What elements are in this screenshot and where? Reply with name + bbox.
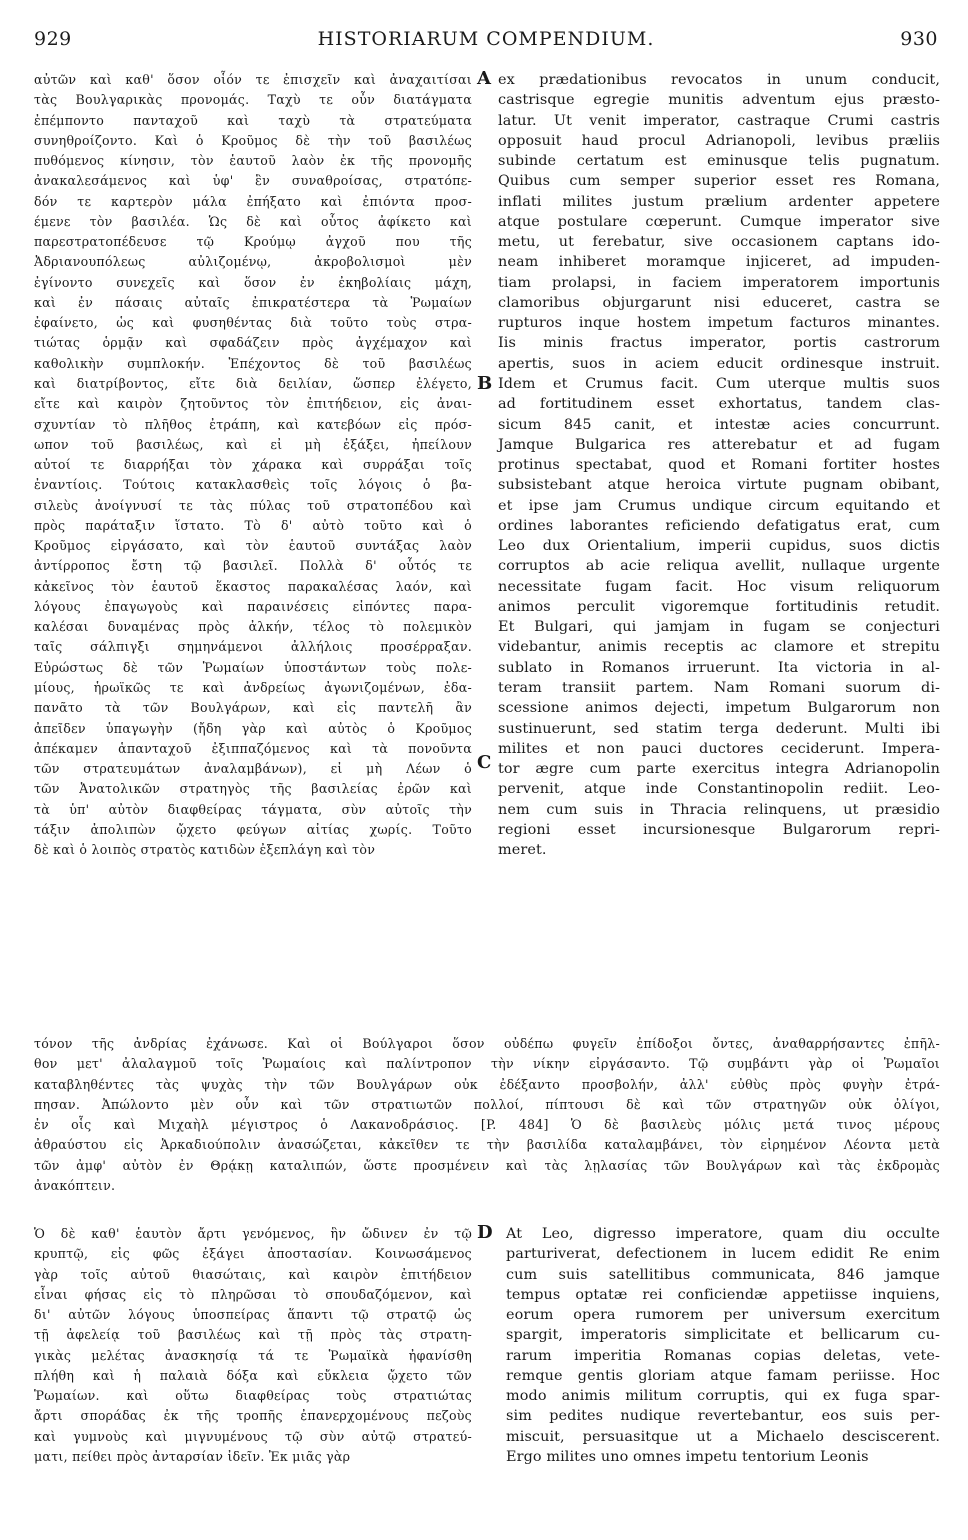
greek-full-width-paragraph	[34, 1034, 940, 1196]
greek-text-line: ἀντίρροπος ἔστη τῷ βασιλεῖ. Πολλὰ δ' οὗτός τε	[34, 558, 472, 574]
margin-marker-c: C	[477, 752, 492, 773]
latin-text-line: rarum imperitia Romanas copias deletas, vete-	[506, 1347, 940, 1364]
running-header	[34, 28, 938, 58]
latin-text-line: remque gentis gloriam atque famam periisse. Hoc	[506, 1367, 940, 1384]
latin-text-line: sublato in Romanos irruerunt. Ita victoria in al-	[498, 659, 940, 676]
greek-text-line: καλέσαι δυναμένας πρὸς ἀλκήν, τέλος τὸ πολεμικὸν	[34, 619, 472, 635]
greek-text-line: καθολικὴν συμπλοκήν. Ἐπέχοντος δὲ τοῦ βασιλέως	[34, 355, 472, 371]
margin-marker-d: D	[477, 1222, 493, 1243]
greek-text-line: ἐγίνοντο συνεχεῖς καὶ ὅσον ἐν ἐκηβολίαις μάχη,	[34, 274, 472, 290]
latin-text-line: metu, ut ferebatur, sive occasionem captans ido-	[498, 234, 940, 251]
greek-text-line: μίους, ἡρωϊκῶς τε καὶ ἀνδρείως ἀγωνιζομένων, ἐδα-	[34, 679, 472, 695]
greek-text-line: γικὰς μελέτας ἀνασκησίᾳ τά τε Ῥωμαϊκὰ ἠφανίσθη	[34, 1347, 472, 1363]
latin-text-line: Leo dux Orientalium, imperii cupidus, suos dictis	[498, 538, 940, 555]
latin-text-line: neam inhiberet moramque injiceret, ad impuden-	[498, 254, 940, 271]
greek-text-line: πρὸς παράταξιν ἵστατο. Τὸ δ' αὐτὸ τοῦτο καὶ ὁ	[34, 517, 472, 533]
greek-text-line: εἴτε καὶ καιρὸν ζητοῦντος τὸν ἐπιτήδειον, εἰς ἀναι-	[34, 396, 472, 412]
latin-text-line: Ergo milites uno omnes impetu tentorium Leonis	[506, 1448, 869, 1465]
greek-text-line: τιώτας ὁρμᾷν καὶ σφαδάζειν πρὸς ἀγχέμαχον καὶ	[34, 335, 472, 351]
latin-text-line: miscuit, persuasitque ut a Michaelo desciscerent.	[506, 1428, 940, 1445]
latin-text-line: meret.	[498, 842, 547, 859]
greek-column-top	[34, 70, 472, 860]
greek-text-line: γὰρ τοῖς αὐτοῦ θιασώταις, καὶ καιρὸν ἐπιτήδειον	[34, 1266, 472, 1282]
greek-text-line: λόγους ἐπαγωγοὺς καὶ παραινέσεις εἰπόντες παρα-	[34, 598, 472, 614]
latin-text-line: Iis minis fractus imperator, portis castrorum	[498, 335, 940, 352]
greek-text-line: παρεστρατοπέδευσε τῷ Κρούμῳ ἀγχοῦ που τῆς	[34, 234, 472, 250]
greek-text-line: τὰς Βουλγαρικὰς προνομάς. Ταχὺ τε οὖν διατάγματα	[34, 92, 472, 108]
latin-text-line: atque postulare cœperunt. Cumque imperator sive	[498, 213, 940, 230]
latin-text-line: Quibus cum semper superior esset res Romana,	[498, 173, 940, 190]
latin-text-line: sim pedites nudique revertebantur, eos suis per-	[506, 1408, 940, 1425]
greek-text-line: καταβληθέντες τὰς ψυχὰς τὴν τῶν Βουλγάρων οὐκ ἐδέξαντο προσβολήν, ἀλλ' εὐθὺς πρὸς φυγὴν ἐτρά-	[34, 1076, 940, 1092]
greek-column-bottom	[34, 1224, 472, 1467]
greek-text-line: Ἀδριανουπόλεως αὐλιζομένῳ, ἀκροβολισμοὶ μὲν	[34, 254, 472, 270]
running-title: HISTORIARUM COMPENDIUM.	[317, 28, 655, 50]
greek-text-line: τόνον τῆς ἀνδρίας ἐχάνωσε. Καὶ οἱ Βούλγαροι ὅσον οὐδέπω φυγεῖν ἐπίδοξοι ὄντες, ἀναθαρρήσαντες ἐπῆλ-	[34, 1036, 940, 1051]
latin-text-line: Et Bulgari, qui jamjam in fugam se conjecturi	[498, 619, 940, 636]
greek-text-line: ἐναντίοις. Τούτοις κατακλασθεὶς τοῖς λόγοις ὁ βα-	[34, 477, 472, 493]
latin-column-bottom	[506, 1224, 940, 1467]
greek-text-line: ματι, πείθει πρὸς ἀνταρσίαν ἰδεῖν. Ἐκ μιᾶς γὰρ	[34, 1448, 351, 1464]
latin-text-line: ex prædationibus revocatos in unum conducit,	[498, 72, 940, 88]
latin-text-line: eorum opera rumorem per universum exercitum	[506, 1307, 940, 1324]
greek-text-line: ἀθραύστου εἰς Ἀρκαδιούπολιν ἀνασώζεται, κἀκεῖθεν τε τὴν βασιλίδα καταλαμβάνει, τὸν εἰρημένον Λέοντα μετὰ	[34, 1137, 940, 1153]
greek-text-line: ωπον τοῦ βασιλέως, καὶ εἰ μὴ ἐξάξει, ἠπείλουν	[34, 436, 472, 452]
greek-text-line: ἐπέμποντο πανταχοῦ καὶ ταχὺ τὰ στρατεύματα	[34, 112, 472, 128]
greek-text-line: ἀπέκαμεν ἁπανταχοῦ ἐξιππαζόμενος καὶ τὰ πονοῦντα	[34, 740, 472, 756]
latin-text-line: pervenit, atque inde Constantinopolin rediit. Leo-	[498, 781, 940, 798]
latin-text-line: modo animis militum corruptis, qui ex fuga spar-	[506, 1388, 940, 1405]
latin-text-line: subsistebant atque heroica virtute pugnam obibant,	[498, 477, 940, 494]
latin-text-line: sustinuerunt, sed statim terga dederunt. Multi ibi	[498, 720, 940, 737]
greek-text-line: δι' αὐτῶν λόγους ὑποσπείρας ἅπαντι τῷ στρατῷ ὡς	[34, 1307, 472, 1323]
margin-marker-a: A	[477, 68, 491, 89]
greek-text-line: Κροῦμος εἰργάσατο, καὶ τὸν ἑαυτοῦ συντάξας λαὸν	[34, 538, 472, 554]
latin-text-line: latur. Ut venit imperator, castraque Crumi castris	[498, 112, 940, 129]
page-number-right: 930	[900, 28, 938, 50]
greek-text-line: πησαν. Ἀπώλοντο μὲν οὖν καὶ τῶν στρατιωτῶν πολλοί, πίπτουσι δὲ καὶ τῶν στρατηγῶν οὐκ ὀλίγοι,	[34, 1096, 940, 1112]
latin-text-line: castrisque egregie munitis adventum ejus præsto-	[498, 92, 940, 109]
latin-text-line: Idem et Crumus facit. Cum uterque multis suos	[498, 375, 940, 392]
greek-text-line: δόν τε καρτερὸν μάλα ἐπήξατο καὶ ἐπιόντα προσ-	[34, 193, 472, 209]
latin-text-line: cum suis satellitibus communicata, 846 jamque	[506, 1266, 940, 1283]
latin-text-line: scessione animos dejecti, impetum Bulgarorum non	[498, 700, 940, 717]
latin-text-line: ad fortitudinem esset exhortatus, tandem clas-	[498, 396, 940, 413]
greek-text-line: αὐτοί τε διαρρήξαι τὸν χάρακα καὶ συρράξαι τοῖς	[34, 457, 472, 473]
latin-text-line: tempus optatæ rei conficiendæ appetiisse inquiens,	[506, 1286, 940, 1303]
greek-text-line: θον μετ' ἀλαλαγμοῦ τοῖς Ῥωμαίοις καὶ παλίντροπον τὴν νίκην εἰργάσαντο. Τῷ συμβάντι γὰρ οἱ Ῥωμαῖοι	[34, 1056, 940, 1072]
greek-text-line: ἀνακόπτειν.	[34, 1177, 116, 1193]
latin-text-line: clamoribus objurgarunt nisi educeret, castra se	[498, 294, 940, 311]
margin-marker-b: B	[477, 373, 493, 394]
greek-text-line: ταῖς σάλπιγξι σημηνάμενοι ἀλλήλοις προσέρραξαν.	[34, 639, 472, 655]
latin-text-line: regioni esset incursionesque Bulgarorum repri-	[498, 821, 940, 838]
greek-text-line: εἶναι φήσας εἰς τὸ πληρῶσαι τὸ σπουδαζόμενον, καὶ	[34, 1286, 472, 1302]
greek-text-line: τάξιν ἀπολιπὼν ᾤχετο φεύγων αἰτίας χωρίς. Τοῦτο	[34, 821, 472, 837]
latin-text-line: apertis, suos in aciem educit ordinesque instruit.	[498, 355, 940, 372]
latin-text-line: nem cum suis in Thracia relinquens, ut præsidio	[498, 801, 940, 818]
latin-text-line: inflati milites justum prælium ardenter appetere	[498, 193, 940, 210]
latin-text-line: Jamque Bulgarica res atterebatur et ad fugam	[498, 436, 940, 453]
greek-text-line: ἄρτι σποράδας ἐκ τῆς τροπῆς ἐπανερχομένους πεζοὺς	[34, 1408, 472, 1424]
greek-text-line: Ῥωμαίων. καὶ οὕτω διαφθείρας τοὺς στρατιώτας	[34, 1388, 472, 1404]
greek-text-line: Εὐρώστως δὲ τῶν Ῥωμαίων ὑποστάντων τοὺς πολε-	[34, 659, 472, 675]
latin-text-line: rupturos inque hostem impetum facturos minantes.	[498, 315, 940, 332]
latin-text-line: animos perculit vigoremque fortitudinis retudit.	[498, 598, 940, 615]
greek-text-line: κἀκεῖνος τὸν ἑαυτοῦ ἕκαστος παρακαλέσας λαόν, καὶ	[34, 578, 472, 594]
greek-text-line: Ὁ δὲ καθ' ἑαυτὸν ἄρτι γενόμενος, ἣν ὤδινεν ἐν τῷ	[34, 1226, 472, 1241]
greek-text-line: πανᾶτο τὰ τῶν Βουλγάρων, καὶ εἰς παντελῆ ἂν	[34, 700, 472, 716]
greek-text-line: ἀπεῖδεν ὑπαγωγὴν (ἤδη γὰρ καὶ αὐτὸς ὁ Κροῦμος	[34, 720, 472, 736]
greek-text-line: σιλεὺς ἀνοίγνυσί τε τὰς πύλας τοῦ στρατοπέδου καὶ	[34, 497, 472, 513]
latin-text-line: teram transiit partem. Nam Romani suorum di-	[498, 679, 940, 696]
latin-text-line: spargit, imperatoris simplicitate et bellicarum cu-	[506, 1327, 940, 1344]
latin-text-line: milites et non pauci ductores ceciderunt. Impera-	[498, 740, 940, 757]
greek-text-line: ἀνακαλεσάμενος καὶ ὑφ' ἓν συναθροίσας, στρατόπε-	[34, 173, 472, 189]
latin-text-line: tor ægre cum parte exercitus integra Adrianopolin	[498, 761, 940, 778]
greek-text-line: καὶ γυμνοὺς καὶ μιγνυμένους τῷ σὺν αὐτῷ στρατεύ-	[34, 1428, 472, 1444]
greek-text-line: καὶ διατρίβοντος, εἴτε διὰ δειλίαν, ὥσπερ ἐλέγετο,	[34, 375, 472, 391]
greek-text-line: τῶν στρατευμάτων ἀναλαμβάνων), εἰ μὴ Λέων ὁ	[34, 761, 472, 777]
latin-text-line: ordines laborantes reficiendo defatigatus erat, cum	[498, 517, 940, 534]
greek-text-line: πυθόμενος κίνησιν, τὸν ἑαυτοῦ λαὸν ἐκ τῆς προνομῆς	[34, 153, 472, 169]
latin-text-line: opposuit haud procul Adrianopoli, levibus præliis	[498, 132, 940, 149]
greek-text-line: ἐφαίνετο, ὡς καὶ φυσηθέντας διὰ τοῦτο τοὺς στρα-	[34, 315, 472, 331]
latin-text-line: protinus spectabat, quod et Romani fortiter hostes	[498, 457, 940, 474]
latin-text-line: At Leo, digresso imperatore, quam diu occulte	[506, 1226, 940, 1242]
latin-text-line: subinde certatum est eminusque telis pugnatum.	[498, 153, 940, 170]
greek-text-line: τῶν ἀμφ' αὐτὸν ἐν Θρᾴκῃ καταλιπών, ὥστε προσμένειν καὶ τὰς λῃλασίας τῶν Βουλγάρων καὶ τὰς ἐκδρομὰς	[34, 1157, 940, 1173]
latin-text-line: et ipse jam Crumus undique circum equitando et	[498, 497, 940, 514]
latin-text-line: necessitate fugam facit. Hoc visum reliquorum	[498, 578, 940, 595]
page-number-left: 929	[34, 28, 72, 50]
latin-text-line: parturiverat, defectionem in lucem edidit Re enim	[506, 1246, 940, 1263]
greek-text-line: καὶ ἐν πάσαις αὐταῖς ἐπικρατέστερα τὰ Ῥωμαίων	[34, 294, 472, 310]
greek-text-line: τὰ ὑπ' αὐτὸν διαφθείρας τάγματα, σὺν αὐτοῖς τὴν	[34, 801, 472, 817]
latin-text-line: sicum 845 canit, et intestæ acies concurrunt.	[498, 416, 940, 433]
greek-text-line: αὐτῶν καὶ καθ' ὅσον οἷόν τε ἐπισχεῖν καὶ ἀναχαιτίσαι	[34, 72, 472, 87]
greek-text-line: σχυντίαν τὸ πλῆθος ἐτράπη, καὶ κατεβόων εἰς πρόσ-	[34, 416, 472, 432]
greek-text-line: δὲ καὶ ὁ λοιπὸς στρατὸς κατιδὼν ἐξεπλάγη καὶ τὸν	[34, 842, 376, 858]
greek-text-line: συνηθροίζοντο. Καὶ ὁ Κροῦμος δὲ τὴν τοῦ βασιλέως	[34, 132, 472, 148]
latin-text-line: videbantur, animis receptis ac clamore et strepitu	[498, 639, 940, 656]
greek-text-line: ἐν οἷς καὶ Μιχαὴλ μέγιστρος ὁ Λακανοδράσιος. [P. 484] Ὁ δὲ βασιλεὺς μόλις μετά τινος μέρους	[34, 1117, 940, 1133]
latin-text-line: corruptos ab acie reliqua avellit, nullaque urgente	[498, 558, 940, 575]
latin-column-top	[498, 70, 940, 860]
greek-text-line: κρυπτῷ, εἰς φῶς ἐξάγει ἀποστασίαν. Κοινωσάμενος	[34, 1246, 472, 1262]
latin-text-line: tiam prolapsi, in faciem imperatorem importunis	[498, 274, 940, 291]
greek-text-line: πλήθη καὶ ἡ παλαιὰ δόξα καὶ εὔκλεια ᾤχετο τῶν	[34, 1367, 472, 1383]
greek-text-line: τῇ ἀφελείᾳ τοῦ βασιλέως καὶ τῇ πρὸς τὰς στρατη-	[34, 1327, 472, 1343]
greek-text-line: έμενε τὸν βασιλέα. Ὡς δὲ καὶ οὗτος ἀφίκετο καὶ	[34, 213, 472, 229]
greek-text-line: τῶν Ἀνατολικῶν στρατηγὸς τῆς βασιλείας ἐρῶν καὶ	[34, 781, 472, 797]
